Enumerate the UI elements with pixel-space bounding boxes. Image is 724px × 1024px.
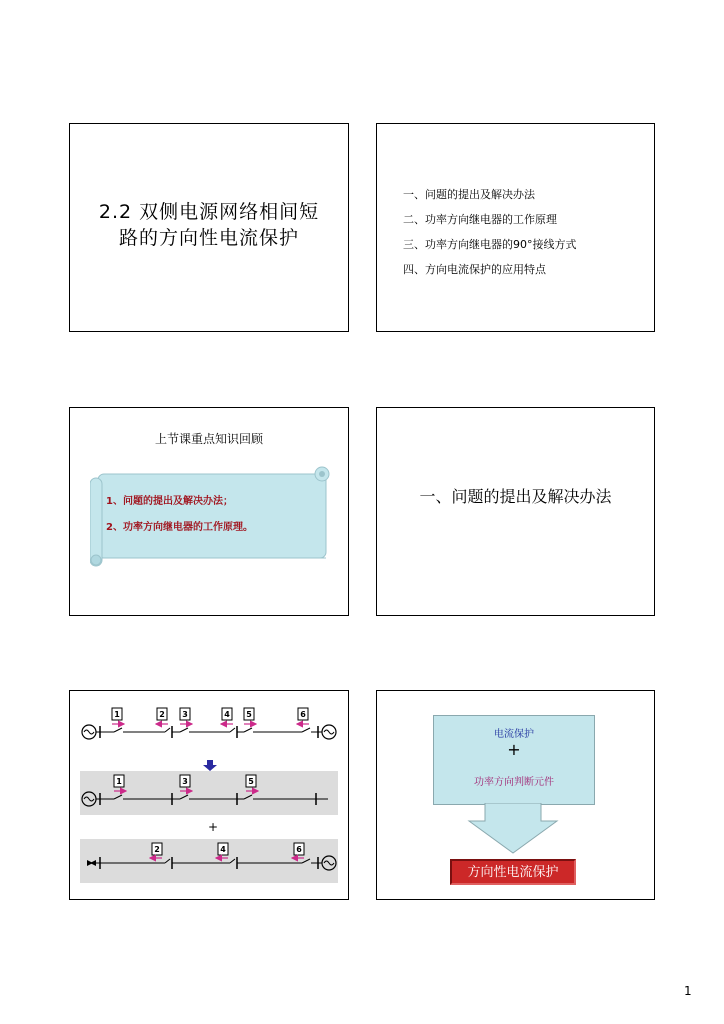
top-network-line: [82, 725, 336, 739]
slide-5: [69, 690, 349, 900]
down-arrow-icon: [467, 803, 559, 855]
title-line-2: 路的方向性电流保护: [118, 227, 299, 249]
relay-label-4: 4: [224, 710, 230, 719]
outline-item: 一、问题的提出及解决办法: [403, 188, 535, 201]
scroll-banner: [90, 466, 330, 568]
outline-item: 四、方向电流保护的应用特点: [403, 263, 546, 276]
plus-sign: +: [207, 820, 219, 834]
relay-label-5: 5: [248, 777, 254, 786]
slide-3: [69, 407, 349, 616]
slide-4: [376, 407, 655, 616]
slide-1-title: [70, 199, 348, 251]
current-protection-label: 电流保护: [494, 729, 534, 740]
top-relay-labels: [112, 708, 308, 720]
relay-label-1: 1: [114, 710, 120, 719]
slide-6: [376, 690, 655, 900]
title-line-1: 2.2 双侧电源网络相间短: [98, 201, 320, 223]
relay-label-6: 6: [296, 845, 302, 854]
slide-1: [69, 123, 349, 332]
scroll-shape: [90, 466, 330, 568]
relay-label-5: 5: [246, 710, 252, 719]
relay-label-2: 2: [154, 845, 160, 854]
review-item: 1、问题的提出及解决办法；: [106, 496, 233, 507]
outline-item: 二、功率方向继电器的工作原理: [403, 213, 557, 226]
relay-label-3: 3: [182, 710, 188, 719]
slide-3-title: 上节课重点知识回顾: [154, 432, 263, 446]
circuit-diagram: [70, 691, 348, 899]
plus-sign: +: [507, 740, 521, 759]
relay-label-2: 2: [159, 710, 165, 719]
review-item: 2、功率方向继电器的工作原理。: [106, 522, 253, 533]
current-protection-box: [433, 715, 595, 805]
relay-label-1: 1: [116, 777, 122, 786]
result-label: 方向性电流保护: [450, 859, 576, 885]
down-arrow-icon: [203, 760, 217, 771]
outline-list: [403, 187, 577, 287]
slide-4-title: 一、问题的提出及解决办法: [419, 487, 612, 506]
relay-label-6: 6: [300, 710, 306, 719]
power-direction-label: 功率方向判断元件: [474, 777, 554, 788]
slide-2: [376, 123, 655, 332]
relay-label-3: 3: [182, 777, 188, 786]
page-number: 1: [684, 984, 692, 998]
relay-label-4: 4: [220, 845, 226, 854]
outline-item: 三、功率方向继电器的90°接线方式: [403, 238, 577, 251]
